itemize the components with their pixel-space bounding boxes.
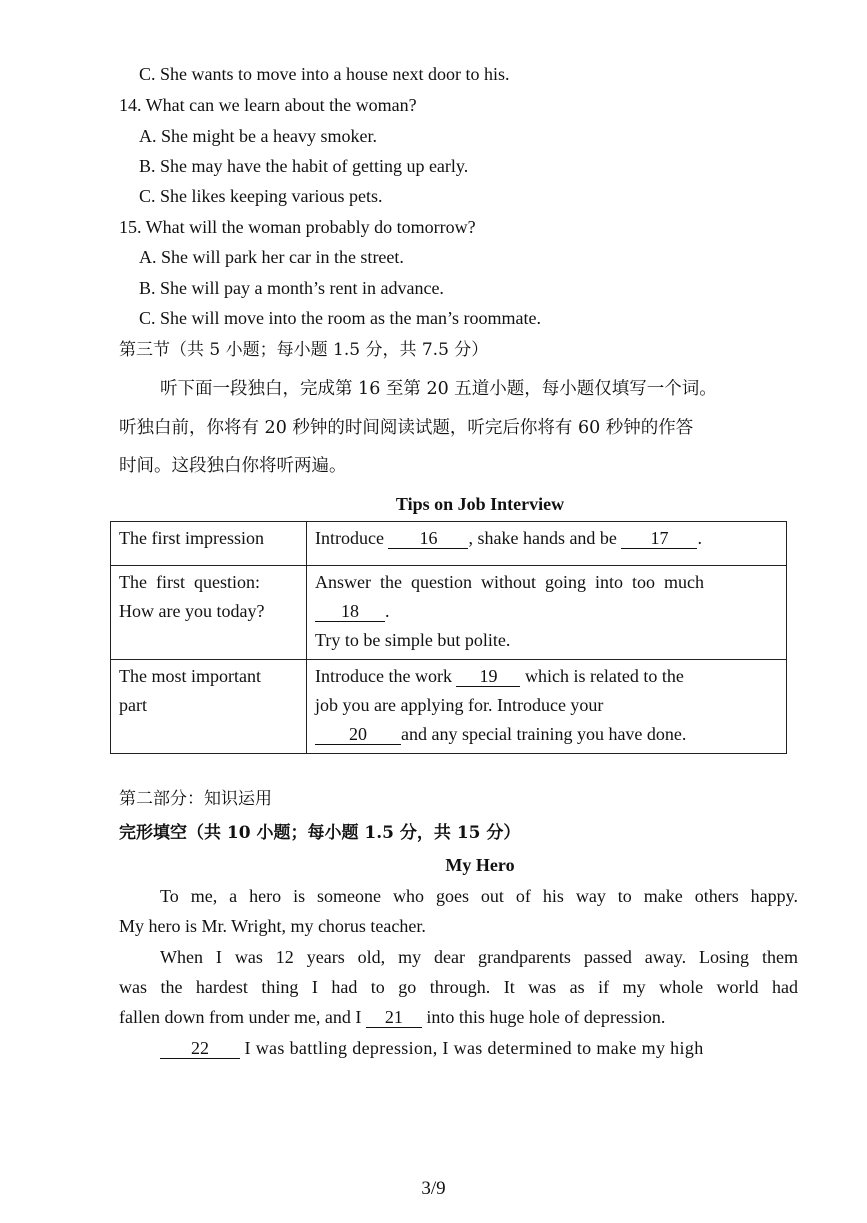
table-title: Tips on Job Interview xyxy=(395,494,565,514)
p3-line1-post: I was battling depression, I was determined to make my high xyxy=(244,1038,704,1058)
row3-line1 xyxy=(315,662,778,691)
row2-line3: Try to be simple but polite. xyxy=(315,630,511,650)
row3-pre: Introduce the work xyxy=(315,666,452,686)
q15-stem: 15. What will the woman probably do tomorrow? xyxy=(119,217,476,237)
q15-option-a: A. She will park her car in the street. xyxy=(139,247,404,267)
p2-line3-pre: fallen down from under me, and I xyxy=(119,1007,362,1027)
section3-heading: 第三节（共 5 小题；每小题 1.5 分，共 7.5 分） xyxy=(119,340,489,360)
p2-line2: was the hardest thing I had to go through. It was as if my whole world had xyxy=(119,977,798,997)
row1-content xyxy=(307,522,787,566)
table-row xyxy=(111,660,787,754)
p1-line1: To me, a hero is someone who goes out of his way to make others happy. xyxy=(160,886,798,906)
row2-line1: Answer the question without going into too much xyxy=(315,572,704,592)
row1-post: . xyxy=(697,528,702,548)
part2-heading: 第二部分：知识运用 xyxy=(119,789,272,809)
row3-line2: job you are applying for. Introduce your xyxy=(315,695,604,715)
row1-label-text: The first impression xyxy=(119,528,264,548)
row3-content xyxy=(307,660,787,754)
row3-post19: which is related to the xyxy=(524,666,684,686)
blank-18: 18 xyxy=(315,602,385,622)
p2-line3 xyxy=(119,1007,665,1029)
q14-option-c: C. She likes keeping various pets. xyxy=(139,186,383,206)
blank-17: 17 xyxy=(621,529,697,549)
p2-line1: When I was 12 years old, my dear grandparents passed away. Losing them xyxy=(160,947,798,967)
row2-post18: . xyxy=(385,601,390,621)
row3-post20: and any special training you have done. xyxy=(401,724,687,744)
row2-label xyxy=(111,566,307,660)
page-number: 3/9 xyxy=(421,1178,446,1199)
table-row xyxy=(111,522,787,566)
row2-label-line2: How are you today? xyxy=(119,601,265,621)
cloze-heading: 完形填空（共 10 小题；每小题 1.5 分，共 15 分） xyxy=(119,823,521,843)
row3-label-line2: part xyxy=(119,695,147,715)
p1-line2: My hero is Mr. Wright, my chorus teacher. xyxy=(119,916,426,936)
row2-line2 xyxy=(315,597,778,626)
q14-stem: 14. What can we learn about the woman? xyxy=(119,95,417,115)
section3-instructions-line1: 听下面一段独白，完成第 16 至第 20 五道小题，每小题仅填写一个词。 xyxy=(160,379,717,399)
section3-instructions-line3: 时间。这段独白你将听两遍。 xyxy=(119,456,347,476)
row2-content xyxy=(307,566,787,660)
row3-label-line1: The most important xyxy=(119,666,261,686)
q14-option-a: A. She might be a heavy smoker. xyxy=(139,126,377,146)
blank-20: 20 xyxy=(315,725,401,745)
q15-option-c: C. She will move into the room as the man’s roommate. xyxy=(139,308,541,328)
blank-19: 19 xyxy=(456,667,520,687)
q15-option-b: B. She will pay a month’s rent in advance. xyxy=(139,278,444,298)
tips-table xyxy=(110,521,787,754)
row1-label xyxy=(111,522,307,566)
blank-16: 16 xyxy=(388,529,468,549)
p2-line3-post: into this huge hole of depression. xyxy=(426,1007,666,1027)
p3-line1 xyxy=(160,1038,704,1060)
row2-label-line1: The first question: xyxy=(119,572,260,592)
row1-pre: Introduce xyxy=(315,528,384,548)
q14-option-b: B. She may have the habit of getting up early. xyxy=(139,156,469,176)
row3-line3 xyxy=(315,720,778,749)
section3-instructions-line2: 听独白前，你将有 20 秒钟的时间阅读试题，听完后你将有 60 秒钟的作答 xyxy=(119,418,694,438)
row1-mid: , shake hands and be xyxy=(468,528,617,548)
q13-option-c: C. She wants to move into a house next door to his. xyxy=(139,64,510,84)
passage-title: My Hero xyxy=(445,855,515,875)
row3-label xyxy=(111,660,307,754)
table-row xyxy=(111,566,787,660)
blank-21: 21 xyxy=(366,1008,422,1028)
blank-22: 22 xyxy=(160,1039,240,1059)
